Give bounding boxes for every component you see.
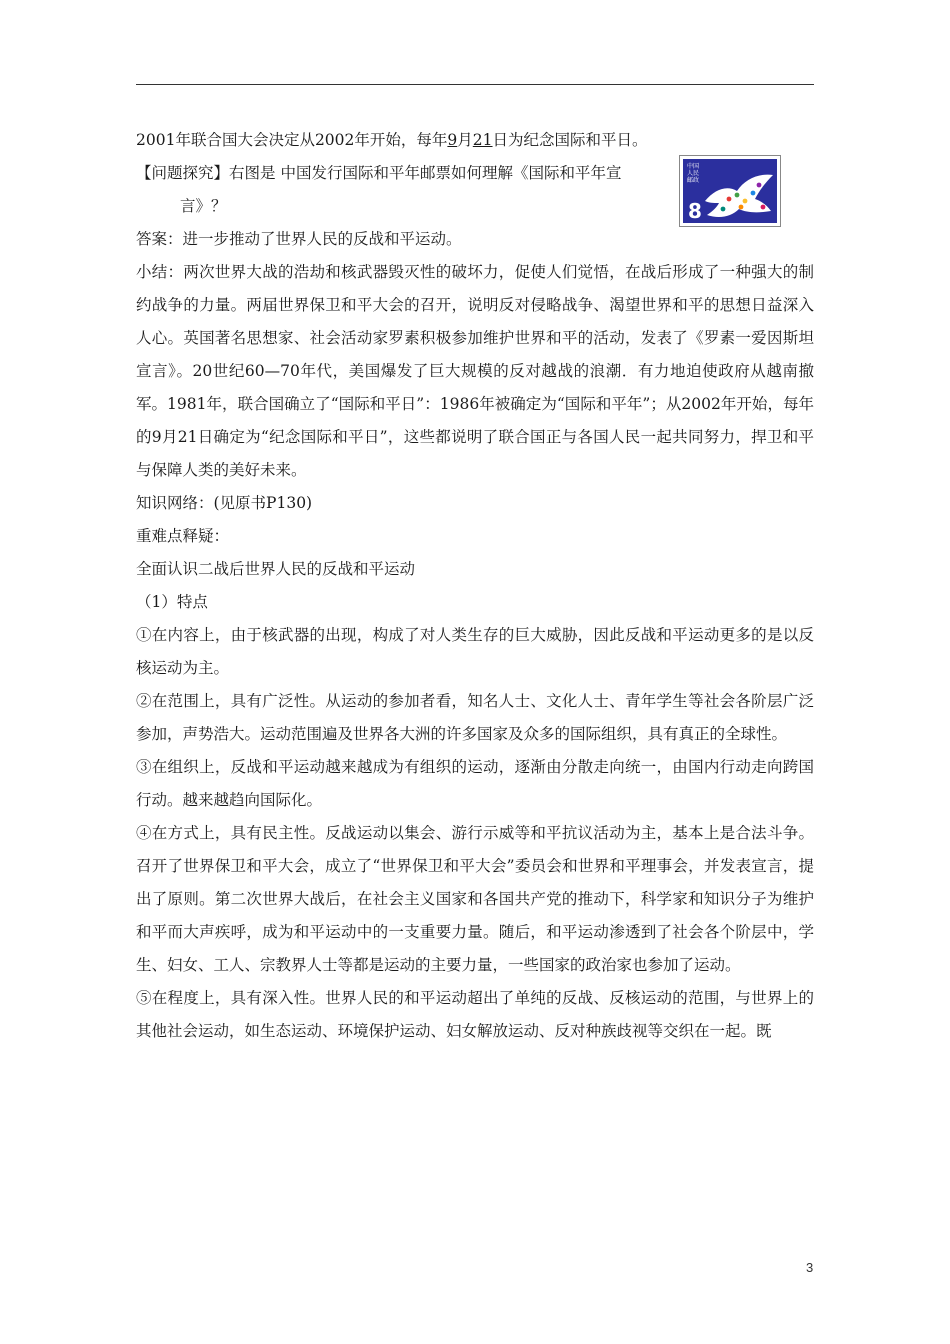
point-3-paragraph: ③在组织上，反战和平运动越来越成为有组织的运动，逐渐由分散走向统一，由国内行动走向跨国行动。越来越趋向国际化。 <box>136 758 814 809</box>
features-heading: （1）特点 <box>136 593 208 611</box>
stamp-country-text: 中国人民邮政 <box>687 163 700 184</box>
topic-heading: 全面认识二战后世界人民的反战和平运动 <box>136 560 416 578</box>
document-body <box>136 124 814 1048</box>
un-line-month: 9 <box>447 131 458 149</box>
un-line-suffix: 日为纪念国际和平日。 <box>492 131 648 149</box>
un-line-day: 21 <box>472 131 493 149</box>
un-line-mid: 月 <box>457 131 473 149</box>
question-line <box>136 157 670 190</box>
answer-paragraph: 答案：进一步推动了世界人民的反战和平运动。 <box>136 230 462 248</box>
summary-paragraph: 小结：两次世界大战的浩劫和核武器毁灭性的破坏力，促使人们觉悟，在战后形成了一种强大的制约战争的力量。两届世界保卫和平大会的召开，说明反对侵略战争、渴望世界和平的思想日益深入人心。英国著名思想家、社会活动家罗素积极参加维护世界和平的活动，发表了《罗素一爱因斯坦宣言》。20世纪60—70年代，美国爆发了巨大规模的反对越战的浪潮．有力地迫使政府从越南撤军。1981年，联合国确立了“国际和平日”：1986年被确定为“国际和平年”；从2002年开始，每年的9月21日确定为“纪念国际和平日”，这些都说明了联合国正与各国人民一起共同努力，捍卫和平与保障人类的美好未来。 <box>136 263 814 479</box>
point-4-paragraph: ④在方式上，具有民主性。反战运动以集会、游行示威等和平抗议活动为主，基本上是合法斗争。召开了世界保卫和平大会，成立了“世界保卫和平大会”委员会和世界和平理事会，并发表宣言，提出了原则。第二次世界大战后，在社会主义国家和各国共产党的推动下，科学家和知识分子为维护和平而大声疾呼，成为和平运动中的一支重要力量。随后，和平运动渗透到了社会各个阶层中，学生、妇女、工人、宗教界人士等都是运动的主要力量，一些国家的政治家也参加了运动。 <box>136 824 814 974</box>
question-line-continued: 言》？ <box>180 197 227 215</box>
question-text: 右图是 中国发行国际和平年邮票如何理解《国际和平年宣 <box>229 164 622 182</box>
knowledge-network-line: 知识网络：(见原书P130) <box>136 494 313 512</box>
header-rule <box>136 84 814 85</box>
un-line-prefix: 2001年联合国大会决定从2002年开始，每年 <box>136 131 448 149</box>
page-number: 3 <box>806 1260 814 1275</box>
question-label: 【问题探究】 <box>136 164 230 182</box>
key-points-heading: 重难点释疑： <box>136 527 230 545</box>
stamp-denomination: 8 <box>688 199 702 223</box>
point-5-paragraph: ⑤在程度上，具有深入性。世界人民的和平运动超出了单纯的反战、反核运动的范围，与世界上的其他社会运动，如生态运动、环境保护运动、妇女解放运动、反对种族歧视等交织在一起。既 <box>136 989 814 1040</box>
point-1-paragraph: ①在内容上，由于核武器的出现，构成了对人类生存的巨大威胁，因此反战和平运动更多的是以反核运动为主。 <box>136 626 814 677</box>
un-peace-day-line <box>136 124 814 157</box>
point-2-paragraph: ②在范围上，具有广泛性。从运动的参加者看，知名人士、文化人士、青年学生等社会各阶层广泛参加，声势浩大。运动范围遍及世界各大洲的许多国家及众多的国际组织，具有真正的全球性。 <box>136 692 814 743</box>
